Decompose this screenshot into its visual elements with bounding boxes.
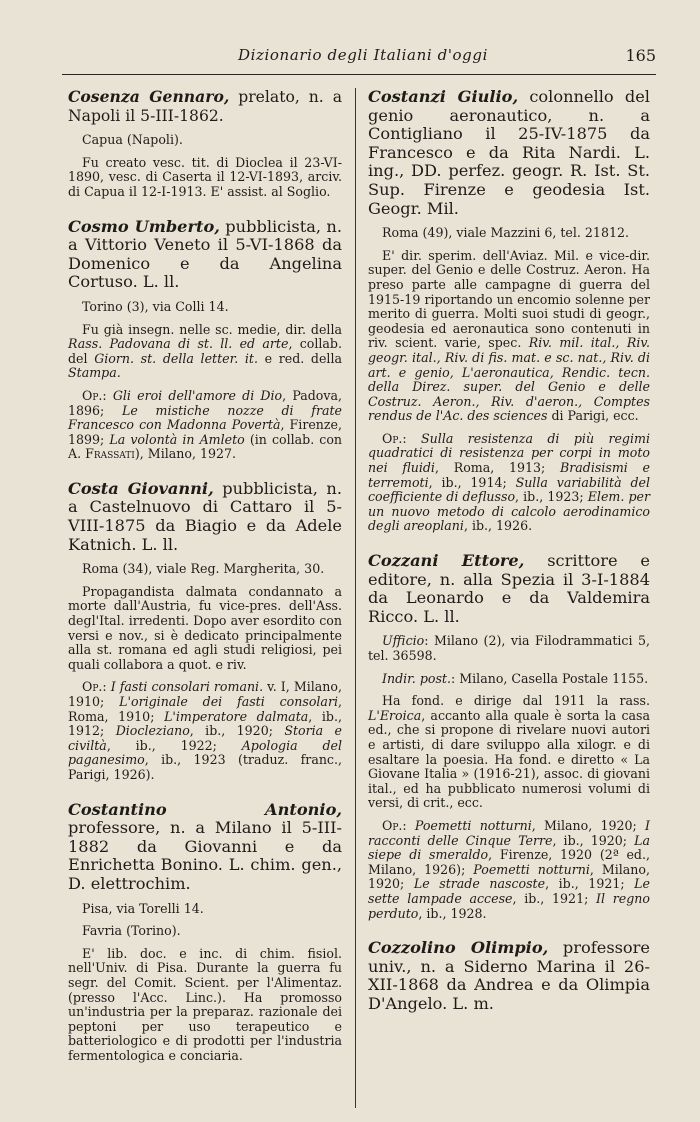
text-run: , Firenze, 1899; bbox=[68, 417, 342, 447]
text-run: , Firenze, 1920 (2ª ed., Milano, 1926); bbox=[368, 847, 650, 877]
text-italic: Riv. mil. ital., Riv. geogr. ital., Riv. di fis. mat. e sc. nat., Riv. di art. e genio, L'aeronautica, Rendic. tecn. della Direz. super. del Genio e delle Costruz. Aeron., Riv. d'aeron., Comptes rendus de l'Ac. des sciences bbox=[368, 335, 650, 424]
entry-works bbox=[68, 680, 342, 782]
running-title: Dizionario degli Italiani d'oggi bbox=[238, 46, 488, 64]
text-italic: Poemetti notturni bbox=[473, 861, 590, 877]
text-run: , ib., 1914; bbox=[428, 474, 516, 490]
text-italic: Bradisismi e terremoti bbox=[368, 460, 650, 490]
entry-name: Cozzani Ettore, bbox=[368, 551, 525, 571]
text-run: , Milano, 1920; bbox=[368, 861, 650, 892]
text-italic: Le mistiche nozze di frate Francesco con Madonna Povertà bbox=[68, 402, 342, 433]
entry-address: Pisa, via Torelli 14. bbox=[82, 900, 204, 916]
right-column bbox=[368, 88, 650, 1031]
text-italic: L'Eroica bbox=[368, 707, 422, 723]
entry-works bbox=[368, 432, 650, 534]
works-label: Op.: bbox=[82, 387, 113, 403]
text-smallcaps: Frassati bbox=[85, 446, 135, 462]
entry-postal-address bbox=[368, 672, 650, 687]
entry-heading bbox=[368, 88, 650, 218]
entry-heading bbox=[68, 88, 342, 125]
entry-works bbox=[68, 389, 342, 462]
text-italic: Le strade nascoste bbox=[413, 876, 546, 892]
text-italic: Il regno perduto bbox=[368, 890, 650, 921]
entry-text bbox=[368, 249, 650, 424]
text-run: ), Milano, 1927. bbox=[134, 446, 237, 462]
text-run: E' dir. sperim. dell'Aviaz. Mil. e vice-dir. super. del Genio e delle Costruz. Aeron. Ha preso parte alle campagne di guerra del 1915-19 riportando un encomio solenne per merito di guerra. Molti suoi studi di geogr., geodesia ed aeronautica sono contenuti in riv. scient. varie, spec. bbox=[368, 247, 650, 351]
entry-text bbox=[68, 323, 342, 381]
entry-heading bbox=[68, 801, 342, 894]
entry-cozzani bbox=[368, 552, 650, 921]
text-italic: Apologia del paganesimo bbox=[68, 737, 342, 768]
text-run: , Roma, 1913; bbox=[434, 460, 560, 476]
left-column bbox=[68, 88, 342, 1081]
text-run: , ib., 1926. bbox=[463, 518, 533, 534]
entry-address: Roma (49), viale Mazzini 6, tel. 21812. bbox=[382, 225, 629, 241]
entry-name: Costa Giovanni, bbox=[68, 478, 214, 498]
entry-costa bbox=[68, 480, 342, 783]
entry-address: Favria (Torino). bbox=[82, 923, 181, 939]
works-label: Op.: bbox=[382, 430, 422, 446]
text-run: , Roma, 1910; bbox=[68, 694, 343, 724]
text-italic: Sulla resistenza di più regimi quadratici di resistenza per corpi in moto nei fluidi bbox=[368, 430, 650, 476]
page-number: 165 bbox=[625, 46, 656, 65]
column-divider bbox=[355, 88, 356, 1108]
entry-description: colonnello del genio aeronautico, n. a Contigliano il 25-IV-1875 da Francesco e da Rita Nardi. L. ing., DD. perfez. geogr. R. Ist. St. Sup. Firenze e geodesia Ist. Geogr. Mil. bbox=[368, 87, 650, 218]
entry-text: Propagandista dalmata condannato a morte dall'Austria, fu vice-pres. dell'Ass. degl'Ital. irredenti. Dopo aver esordito con versi e nov., si è dedicato principalmente alla st. romana ed agli studi religiosi, pei quali collabora a quot. e riv. bbox=[68, 583, 342, 672]
text-italic: Elem. per un nuovo metodo di calcolo aerodinamico degli areoplani bbox=[368, 489, 650, 534]
entry-cosenza bbox=[68, 88, 342, 200]
office-label: Ufficio bbox=[382, 633, 425, 649]
entry-description: pubblicista, n. a Vittorio Veneto il 5-VI-1868 da Domenico e da Angelina Cortuso. L. ll. bbox=[68, 216, 342, 292]
text-run: , ib., 1928. bbox=[418, 905, 487, 921]
entry-heading bbox=[368, 939, 650, 1013]
text-run: , Milano, 1920; bbox=[531, 817, 646, 833]
text-run: e red. della bbox=[257, 350, 342, 366]
postal-label: Indir. post. bbox=[382, 670, 451, 686]
text-italic: I racconti delle Cinque Terre bbox=[368, 817, 650, 848]
text-run: , ib., 1923; bbox=[515, 489, 588, 505]
entry-cozzolino bbox=[368, 939, 650, 1013]
text-run: , ib., 1922; bbox=[106, 737, 242, 753]
text-italic: Sulla variabilità del coefficiente di deflusso bbox=[368, 474, 650, 505]
entry-description: professore, n. a Milano il 5-III-1882 da Giovanni e da Enrichetta Bonino. L. chim. gen., D. elettrochim. bbox=[68, 818, 342, 893]
text-run: , ib., 1920; bbox=[552, 832, 635, 848]
text-run: , Padova, 1896; bbox=[68, 387, 343, 418]
text-run: , ib., 1921; bbox=[512, 890, 597, 906]
running-header bbox=[62, 40, 656, 75]
entry-text: Fu creato vesc. tit. di Dioclea il 23-VI-1890, vesc. di Caserta il 12-VI-1893, arciv. di Capua il 12-I-1913. E' assist. al Soglio. bbox=[68, 154, 342, 199]
entry-heading bbox=[68, 218, 342, 292]
entry-costantino bbox=[68, 801, 342, 1064]
entry-description: pubblicista, n. a Castelnuovo di Cattaro il 5-VIII-1875 da Biagio e da Adele Katnich. L. ll. bbox=[68, 478, 342, 554]
text-italic: Gli eroi dell'amore di Dio bbox=[112, 387, 283, 403]
entry-address: Torino (3), via Colli 14. bbox=[82, 298, 229, 314]
works-label: Op.: bbox=[82, 679, 111, 695]
entry-name: Cozzolino Olimpio, bbox=[368, 938, 549, 958]
text-italic: Poemetti notturni bbox=[414, 817, 532, 833]
text-italic: La volontà in Amleto bbox=[109, 431, 245, 447]
text-run: (in collab. con A. bbox=[68, 431, 343, 462]
entry-description: scrittore e editore, n. alla Spezia il 3-I-1884 da Leonardo e da Valdemira Ricco. L. ll. bbox=[368, 551, 650, 626]
entry-heading bbox=[368, 552, 650, 626]
text-run: : Milano, Casella Postale 1155. bbox=[451, 670, 649, 686]
text-run: , ib., 1912; bbox=[68, 708, 342, 739]
text-italic: L'imperatore dalmata bbox=[164, 708, 309, 724]
text-italic: I fasti consolari romani bbox=[110, 679, 260, 695]
text-run: : Milano (2), via Filodrammatici 5, tel. 36598. bbox=[368, 633, 650, 663]
text-run: . v. I, Milano, 1910; bbox=[68, 679, 342, 709]
text-italic: Le sette lampade accese bbox=[368, 876, 650, 906]
entry-cosmo bbox=[68, 218, 342, 462]
entry-name: Costantino Antonio, bbox=[68, 799, 342, 819]
entry-name: Cosmo Umberto, bbox=[68, 216, 220, 236]
entry-works bbox=[368, 819, 650, 921]
entry-address: Capua (Napoli). bbox=[82, 132, 183, 148]
text-italic: Stampa. bbox=[68, 365, 121, 381]
works-label: Op.: bbox=[382, 817, 415, 833]
entry-description: prelato, n. a Napoli il 5-III-1862. bbox=[68, 88, 342, 125]
entry-heading bbox=[68, 480, 342, 554]
entry-address: Roma (34), viale Reg. Margherita, 30. bbox=[82, 561, 325, 577]
entry-costanzi bbox=[368, 88, 650, 534]
text-run: , ib., 1923 (traduz. franc., Parigi, 1926). bbox=[68, 752, 342, 782]
entry-text bbox=[368, 694, 650, 811]
text-run: , collab. del bbox=[68, 336, 342, 366]
text-run: , ib., 1921; bbox=[545, 876, 635, 892]
text-run: Ha fond. e dirige dal 1911 la rass. bbox=[382, 693, 650, 709]
text-italic: La siepe di smeraldo bbox=[368, 832, 650, 863]
text-italic: Giorn. st. della letter. it. bbox=[94, 350, 258, 366]
text-italic: L'originale dei fasti consolari bbox=[119, 694, 338, 709]
entry-name: Cosenza Gennaro, bbox=[68, 87, 230, 106]
text-run: Fu già insegn. nelle sc. medie, dir. della bbox=[82, 321, 342, 337]
entry-office bbox=[368, 634, 650, 663]
entry-name: Costanzi Giulio, bbox=[368, 87, 519, 106]
text-italic: Diocleziano bbox=[115, 723, 190, 739]
entry-description: professore univ., n. a Siderno Marina il 26-XII-1868 da Andrea e da Olimpia D'Angelo. L. m. bbox=[368, 938, 650, 1013]
text-run: , ib., 1920; bbox=[189, 723, 285, 739]
text-italic: Storia e civiltà bbox=[68, 723, 343, 753]
text-italic: Rass. Padovana di st. ll. ed arte bbox=[68, 336, 289, 352]
entry-text: E' lib. doc. e inc. di chim. fisiol. nell'Univ. di Pisa. Durante la guerra fu segr. del Comit. Scient. per l'Alimentaz. (presso l'Acc. Linc.). Ha promosso un'industria per la preparaz. razionale dei peptoni per uso terapeutico e batteriologico e di prodotti per l'industria fermentologica e conciaria. bbox=[68, 945, 342, 1063]
text-run: , accanto alla quale è sorta la casa ed., che si propone di rivelare nuovi autori e artisti, di dare sviluppo alla xilogr. e di esaltare la poesia. Ha fond. e diretto « La Giovane Italia » (1916-21), assoc. di giovani ital., ed ha pubblicato numerosi volumi di versi, di crit., ecc. bbox=[368, 707, 650, 811]
text-run: di Parigi, ecc. bbox=[547, 408, 639, 424]
